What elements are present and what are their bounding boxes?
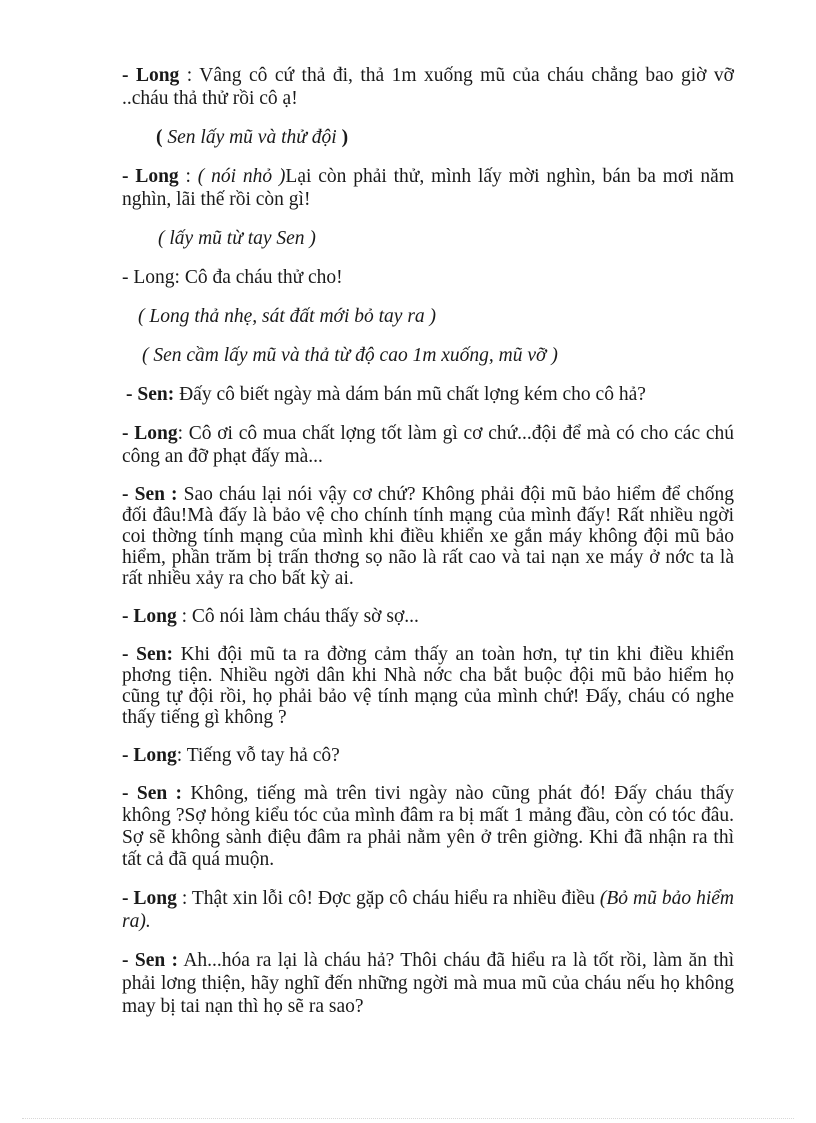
dialogue-line-9: - Long: Tiếng vỗ tay hả cô? (122, 745, 340, 766)
dialogue-line-11: - Long : Thật xin lỗi cô! Đợc gặp cô cháu hiểu ra nhiều điều (Bỏ mũ bảo hiểm ra). (122, 888, 734, 932)
stage-direction-2: ( lấy mũ từ tay Sen ) (158, 228, 316, 249)
line-text: Tiếng vỗ tay hả cô? (186, 745, 340, 766)
speaker-label: - Long (122, 65, 180, 86)
dialogue-line-12 (122, 949, 734, 1018)
line-text: Khi đội mũ ta ra đờng cảm thấy an toàn hơn, tự tin khi điều khiển phơng tiện. Nhiều ngời dân khi Nhà nớc cha bắt buộc đội mũ bảo hiểm họ cũng tự đội rồi, họ phải bảo vệ tính mạng của mình chứ! Đấy, cháu có nghe thấy tiếng gì không ? (122, 644, 734, 728)
speaker-label: - Sen : (122, 484, 178, 505)
line-text: Sao cháu lại nói vậy cơ chứ? Không phải đội mũ bảo hiểm để chống đối đâu!Mà đấy là bảo vệ cho chính tính mạng của mình đấy! Rất nhiều ngời coi thờng tính mạng của mình khi điều khiển xe gắn máy không đội mũ bảo hiểm, phần trăm bị trấn thơng sọ não là rất cao và tai nạn xe máy ở nớc ta là rất nhiều xảy ra cho bất kỳ ai. (122, 484, 735, 589)
document-page (122, 64, 734, 1034)
speaker-label: - Sen : (122, 783, 183, 804)
speaker-label: - Long (122, 606, 177, 627)
line-text: Cô ơi cô mua chất lợng tốt làm gì cơ chứ...đội để mà có cho các chú công an đỡ phạt đấy mà... (122, 423, 735, 467)
dialogue-line-2: - Long : ( nói nhỏ )Lại còn phải thử, mình lấy mời nghìn, bán ba mơi năm nghìn, lãi thế rồi còn gì! (122, 166, 735, 210)
line-text: Đấy cô biết ngày mà dám bán mũ chất lợng kém cho cô hả? (179, 384, 646, 405)
dialogue-line-6 (122, 484, 734, 589)
line-text: Không, tiếng mà trên tivi ngày nào cũng phát đó! Đấy cháu thấy không ?Sợ hỏng kiểu tóc của mình đâm ra bị mất 1 mảng đầu, còn có tóc đâu. Sợ sẽ không sành điệu đâm ra phải nằm yên ở trên giờng. Khi đã nhận ra thì tất cả đã quá muộn. (122, 783, 734, 870)
speaker-label: - Long (122, 888, 177, 909)
stage-direction-4: ( Sen cầm lấy mũ và thả từ độ cao 1m xuống, mũ vỡ ) (142, 345, 558, 366)
aside-text: ( nói nhỏ ) (197, 166, 286, 187)
dialogue-line-10 (122, 783, 734, 871)
line-text: Lại còn phải thử, mình lấy mời nghìn, bán ba mơi năm nghìn, lãi thế rồi còn gì! (122, 166, 735, 210)
speaker-label: - Sen: (126, 384, 175, 405)
speaker-label: - Sen : (122, 950, 179, 971)
speaker-label: - Sen: (122, 644, 173, 665)
dialogue-line-3: - Long: Cô đa cháu thử cho! (122, 267, 343, 288)
speaker-label: - Long (122, 745, 177, 766)
line-text: Thật xin lỗi cô! Đợc gặp cô cháu hiểu ra nhiều điều (191, 888, 600, 909)
speaker-label: - Long (122, 423, 178, 444)
line-text: Cô nói làm cháu thấy sờ sợ... (191, 606, 419, 627)
dialogue-line-5: - Long: Cô ơi cô mua chất lợng tốt làm gì cơ chứ...đội để mà có cho các chú công an đỡ phạt đấy mà... (122, 423, 735, 467)
stage-direction-3: ( Long thả nhẹ, sát đất mới bỏ tay ra ) (138, 306, 437, 327)
line-text: Vâng cô cứ thả đi, thả 1m xuống mũ của cháu chẳng bao giờ vỡ ..cháu thả thử rồi cô ạ! (122, 65, 734, 109)
stage-direction-1: ( Sen lấy mũ và thử đội ) (156, 127, 349, 148)
dialogue-line-4 (122, 383, 734, 406)
dialogue-line-8 (122, 644, 734, 728)
speaker-label: - Long (122, 166, 179, 187)
dialogue-line-7: - Long : Cô nói làm cháu thấy sờ sợ... (122, 606, 419, 627)
action-text: (Bỏ mũ bảo hiểm ra). (122, 888, 734, 932)
dialogue-line-1: - Long : Vâng cô cứ thả đi, thả 1m xuống mũ của cháu chẳng bao giờ vỡ ..cháu thả thử rồi cô ạ! (122, 65, 734, 109)
page-bottom-divider (22, 1118, 794, 1119)
line-text: Ah...hóa ra lại là cháu hả? Thôi cháu đã hiểu ra là tốt rồi, làm ăn thì phải lơng thiện, hãy nghĩ đến những ngời mà mua mũ của cháu nếu họ không may bị tai nạn thì họ sẽ ra sao? (122, 950, 734, 1017)
